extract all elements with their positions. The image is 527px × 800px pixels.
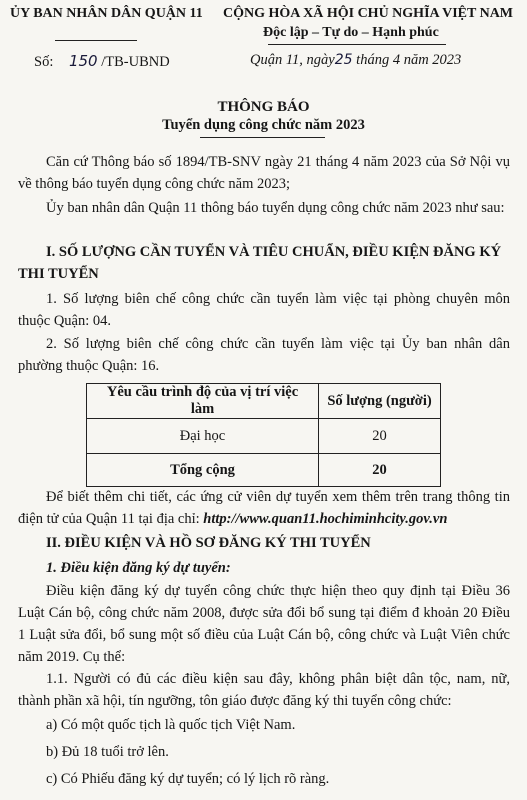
motto-underline: [268, 44, 446, 45]
issue-date: [250, 52, 461, 69]
table-row: [87, 419, 441, 454]
condition-a: a) Có một quốc tịch là quốc tịch Việt Nam.: [46, 717, 296, 733]
subsection-1-paragraph: Điều kiện đăng ký dự tuyển công chức thực hiện theo quy định tại Điều 36 Luật Cán bộ, công chức năm 2008, được sửa đổi bổ sung tại điểm đ khoản 20 Điều 1 Luật sửa đổi, bổ sung một số điều của Luật Cán bộ, công chức và Luật Viên chức năm 2019. Cụ thể:: [18, 583, 510, 665]
district-website-link[interactable]: http://www.quan11.hochiminhcity.gov.vn: [203, 511, 448, 527]
more-info-text: Để biết thêm chi tiết, các ứng cử viên dự tuyển xem thêm trên trang thông tin điện tử của Quận 11 tại địa chỉ:: [18, 489, 510, 527]
table-total-value: 20: [319, 454, 441, 487]
title-underline: [200, 137, 325, 138]
number-suffix: /TB-UBND: [101, 54, 170, 70]
republic-title: CỘNG HÒA XÃ HỘI CHỦ NGHĨA VIỆT NAM: [223, 6, 514, 21]
date-prefix: Quận 11, ngày: [250, 52, 335, 68]
document-title: THÔNG BÁO: [217, 99, 310, 115]
recruitment-table: [86, 383, 441, 487]
national-motto: Độc lập – Tự do – Hạnh phúc: [263, 25, 439, 40]
condition-b: b) Đủ 18 tuổi trở lên.: [46, 744, 169, 760]
section-1-heading: I. SỐ LƯỢNG CẦN TUYỂN VÀ TIÊU CHUẨN, ĐIỀU KIỆN ĐĂNG KÝ THI TUYỂN: [18, 244, 502, 282]
table-total-row: [87, 454, 441, 487]
section-1-item-1: 1. Số lượng biên chế công chức cần tuyển làm việc tại phòng chuyên môn thuộc Quận: 04.: [18, 291, 510, 329]
issuing-agency: ỦY BAN NHÂN DÂN QUẬN 11: [10, 6, 203, 21]
table-header-position: Yêu cầu trình độ của vị trí việc làm: [87, 384, 319, 419]
condition-c: c) Có Phiếu đăng ký dự tuyển; có lý lịch rõ ràng.: [46, 771, 330, 787]
intro-paragraph-2: Ủy ban nhân dân Quận 11 thông báo tuyển dụng công chức năm 2023 như sau:: [46, 200, 505, 216]
more-info-paragraph: [18, 486, 510, 530]
section-1-item-2: 2. Số lượng biên chế công chức cần tuyển làm việc tại Ủy ban nhân dân phường thuộc Quận: 16.: [18, 336, 510, 374]
table-header-row: [87, 384, 441, 419]
table-cell-quantity: 20: [319, 419, 441, 454]
date-day-handwritten: 25: [334, 52, 353, 68]
number-prefix: Số:: [34, 54, 54, 70]
table-total-label: Tổng cộng: [87, 454, 319, 487]
section-2-heading: II. ĐIỀU KIỆN VÀ HỒ SƠ ĐĂNG KÝ THI TUYỂN: [46, 535, 371, 551]
table-header-quantity: Số lượng (người): [319, 384, 441, 419]
intro-paragraph-1: Căn cứ Thông báo số 1894/TB-SNV ngày 21 tháng 4 năm 2023 của Sở Nội vụ về thông báo tuyển dụng công chức năm 2023;: [18, 154, 510, 192]
agency-underline: [55, 40, 137, 41]
subsection-1-heading: 1. Điều kiện đăng ký dự tuyển:: [46, 560, 231, 576]
subsection-1-1-paragraph: 1.1. Người có đủ các điều kiện sau đây, không phân biệt dân tộc, nam, nữ, thành phần xã hội, tín ngưỡng, tôn giáo được đăng ký thi tuyển công chức:: [18, 671, 510, 709]
table-cell-level: Đại học: [87, 419, 319, 454]
document-number: [34, 52, 170, 71]
date-suffix: tháng 4 năm 2023: [356, 52, 462, 68]
number-handwritten: 150: [68, 52, 98, 70]
document-subtitle: Tuyển dụng công chức năm 2023: [162, 117, 365, 133]
